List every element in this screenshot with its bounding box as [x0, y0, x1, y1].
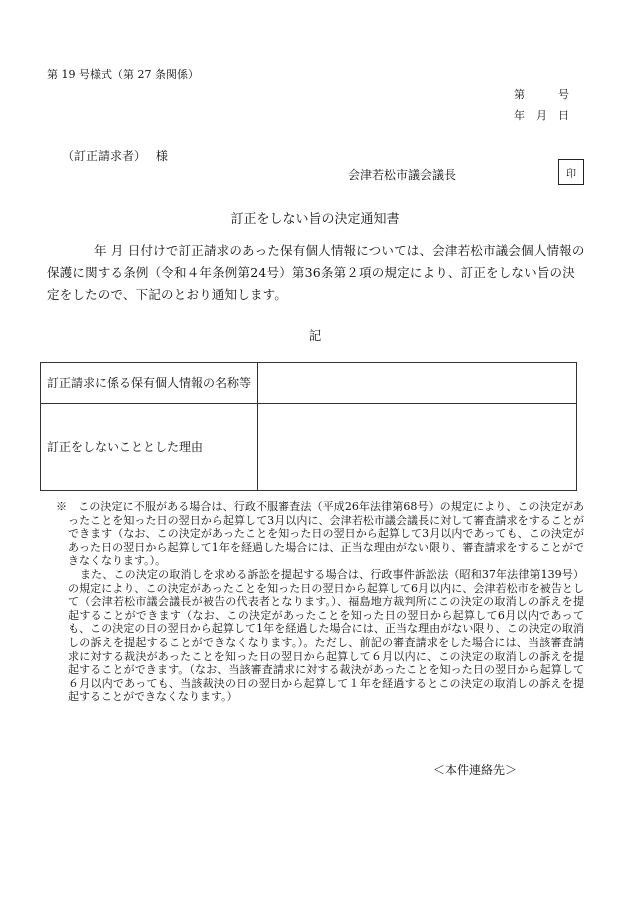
table-row	[41, 404, 577, 491]
document-number-label: 第 号	[514, 88, 569, 101]
seal-box	[558, 159, 584, 185]
lawsuit-note: また、この決定の取消しを求める訴訟を提起する場合は、行政事件訴訟法（昭和37年法律第139号）の規定により、この決定があったことを知った日の翌日から起算して6月以内に、会津若松市を被告として（会津若松市議会議長が被告の代表者となります。）、福島地方裁判所にこの決定の取消しの訴えを提起することができます（なお、この決定があったことを知った日の翌日から起算して6月以内であっても、この決定の日の翌日から起算して1年を経過した場合には、正当な理由がない限り、この決定の取消しの訴えを提起することができなくなります。）。ただし、前記の審査請求をした場合には、当該審査請求に対する裁決があったことを知った日の翌日から起算して６月以内に、この決定の取消しの訴えを提起することができます。（なお、当該審査請求に対する裁決があったことを知った日の翌日から起算して６月以内であっても、当該裁決の日の翌日から起算して１年を経過するとこの決定の取消しの訴えを提起することができなくなります。）	[68, 567, 584, 704]
date-label: 年 月 日	[514, 109, 569, 122]
sender-name: 会津若松市議会議長	[348, 168, 457, 182]
form-number: 第 19 号様式（第 27 条関係）	[47, 68, 199, 81]
row2-value	[258, 404, 577, 491]
row1-label: 訂正請求に係る保有個人情報の名称等	[41, 363, 258, 404]
contact-label: ＜本件連絡先＞	[433, 763, 518, 777]
document-title: 訂正をしない旨の決定通知書	[230, 212, 400, 227]
notes-section	[56, 500, 584, 704]
body-paragraph: 年 月 日付けで訂正請求のあった保有個人情報については、会津若松市議会個人情報の保護に関する条例（令和４年条例第24号）第36条第２項の規定により、訂正をしない旨の決定をしたので、下記のとおり通知します。	[47, 243, 585, 302]
row2-label: 訂正をしないこととした理由	[41, 404, 258, 491]
table-row	[41, 363, 577, 404]
info-table	[40, 362, 577, 491]
row1-value	[258, 363, 577, 404]
ki-heading: 記	[308, 328, 322, 343]
appeal-note: ※ この決定に不服がある場合は、行政不服審査法（平成26年法律第68号）の規定により、この決定があったことを知った日の翌日から起算して3月以内に、会津若松市議会議長に対して審査請求をすることができます（なお、この決定があったことを知った日の翌日から起算して3月以内であっても、この決定があった日の翌日から起算して1年を経過した場合には、正当な理由がない限り、審査請求をすることができなくなります。）。	[56, 500, 584, 568]
recipient-label: （訂正請求者） 様	[62, 149, 168, 163]
seal-text: 印	[566, 168, 576, 180]
